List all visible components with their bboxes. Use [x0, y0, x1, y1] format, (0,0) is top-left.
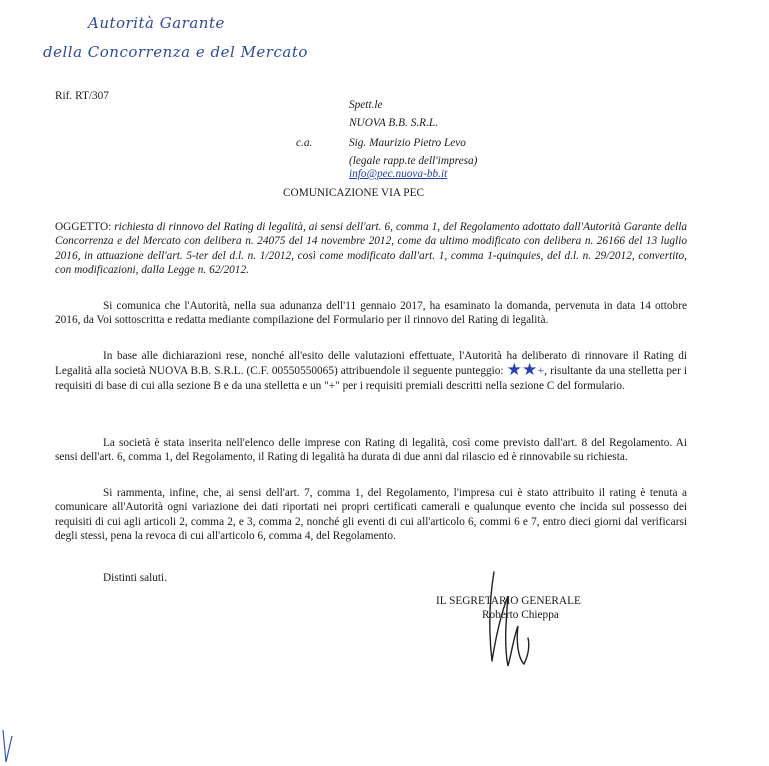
paragraph-2-end: , risultante da una stelletta per i requisiti di base di cui alla sezione B e da una stelletta e un "+" per i requisiti premiali descritti nella sezione C del formulario.: [55, 365, 688, 392]
subject-text: richiesta di rinnovo del Rating di legalità, ai sensi dell'art. 6, comma 1, del Regolamento adottato dall'Autorità Garante della Concorrenza e del Mercato con delibera n. 24075 del 14 novembre 2012, come da ultimo modificato con delibera n. 26166 del 13 luglio 2016, in attuazione dell'art. 5-ter del d.l. n. 1/2012, così come modificato dall'art. 1, comma 1-quinquies, del d.l. n. 29/2012, convertito, con modificazioni, dalla Legge n. 62/2012.: [55, 221, 687, 277]
margin-mark-icon: [0, 728, 16, 764]
recipient-person: Sig. Maurizio Pietro Levo: [349, 137, 466, 149]
reference-number: Rif. RT/307: [55, 90, 109, 102]
signature-title: IL SEGRETARIO GENERALE: [436, 595, 581, 607]
recipient-company: NUOVA B.B. S.R.L.: [349, 117, 439, 129]
logo-line-2: della Concorrenza e del Mercato: [43, 43, 308, 61]
rating-plus: +: [537, 363, 545, 378]
closing-greeting: Distinti saluti.: [103, 572, 168, 584]
paragraph-3: La società è stata inserita nell'elenco delle imprese con Rating di legalità, così come previsto dall'art. 8 del Regolamento. Ai sensi dell'art. 6, comma 1, del Regolamento, il Rating di legalità ha durata di due anni dal rilascio ed è rinnovabile su richiesta.: [55, 437, 687, 464]
rating-stars-icon: ★★: [506, 360, 538, 380]
paragraph-1: Si comunica che l'Autorità, nella sua adunanza dell'11 gennaio 2017, ha esaminato la domanda, pervenuta in data 14 ottobre 2016, da Voi sottoscritta e redatta mediante compilazione del Formulario per il rinnovo del Rating di legalità.: [55, 300, 687, 327]
logo-line-1: Autorità Garante: [88, 14, 225, 32]
paragraph-4: Si rammenta, infine, che, ai sensi dell'art. 7, comma 1, del Regolamento, l'impresa cui è stato attribuito il rating è tenuta a comunicare all'Autorità ogni variazione dei dati riportati nei propri certificati camerali e qualunque evento che incida sul possesso dei requisiti di cui agli articoli 2, comma 2, e 3, comma 2, nonché gli eventi di cui all'articolo 6, commi 6 e 7, entro dieci giorni dal verificarsi degli stessi, pena la revoca di cui all'articolo 6, comma 4, del Regolamento.: [55, 487, 687, 543]
handwritten-signature: [484, 566, 544, 676]
recipient-email-link[interactable]: info@pec.nuova-bb.it: [349, 168, 448, 180]
recipient-ca-label: c.a.: [296, 137, 313, 149]
subject-block: [55, 220, 687, 278]
paragraph-2-start: In base alle dichiarazioni rese, nonché all'esito delle valutazioni effettuate, l'Autorità ha deliberato di rinnovare il Rating di Legalità alla società NUOVA B.B. S.R.L. (C.F. 00550550065) attribuendole il seguente punteggio:: [55, 350, 687, 378]
channel-heading: COMUNICAZIONE VIA PEC: [283, 187, 425, 199]
recipient-role: (legale rapp.te dell'impresa): [349, 155, 478, 167]
paragraph-2: [55, 349, 687, 393]
recipient-salutation: Spett.le: [349, 99, 383, 111]
subject-label: OGGETTO:: [55, 221, 112, 233]
signature-name: Roberto Chieppa: [482, 609, 559, 621]
